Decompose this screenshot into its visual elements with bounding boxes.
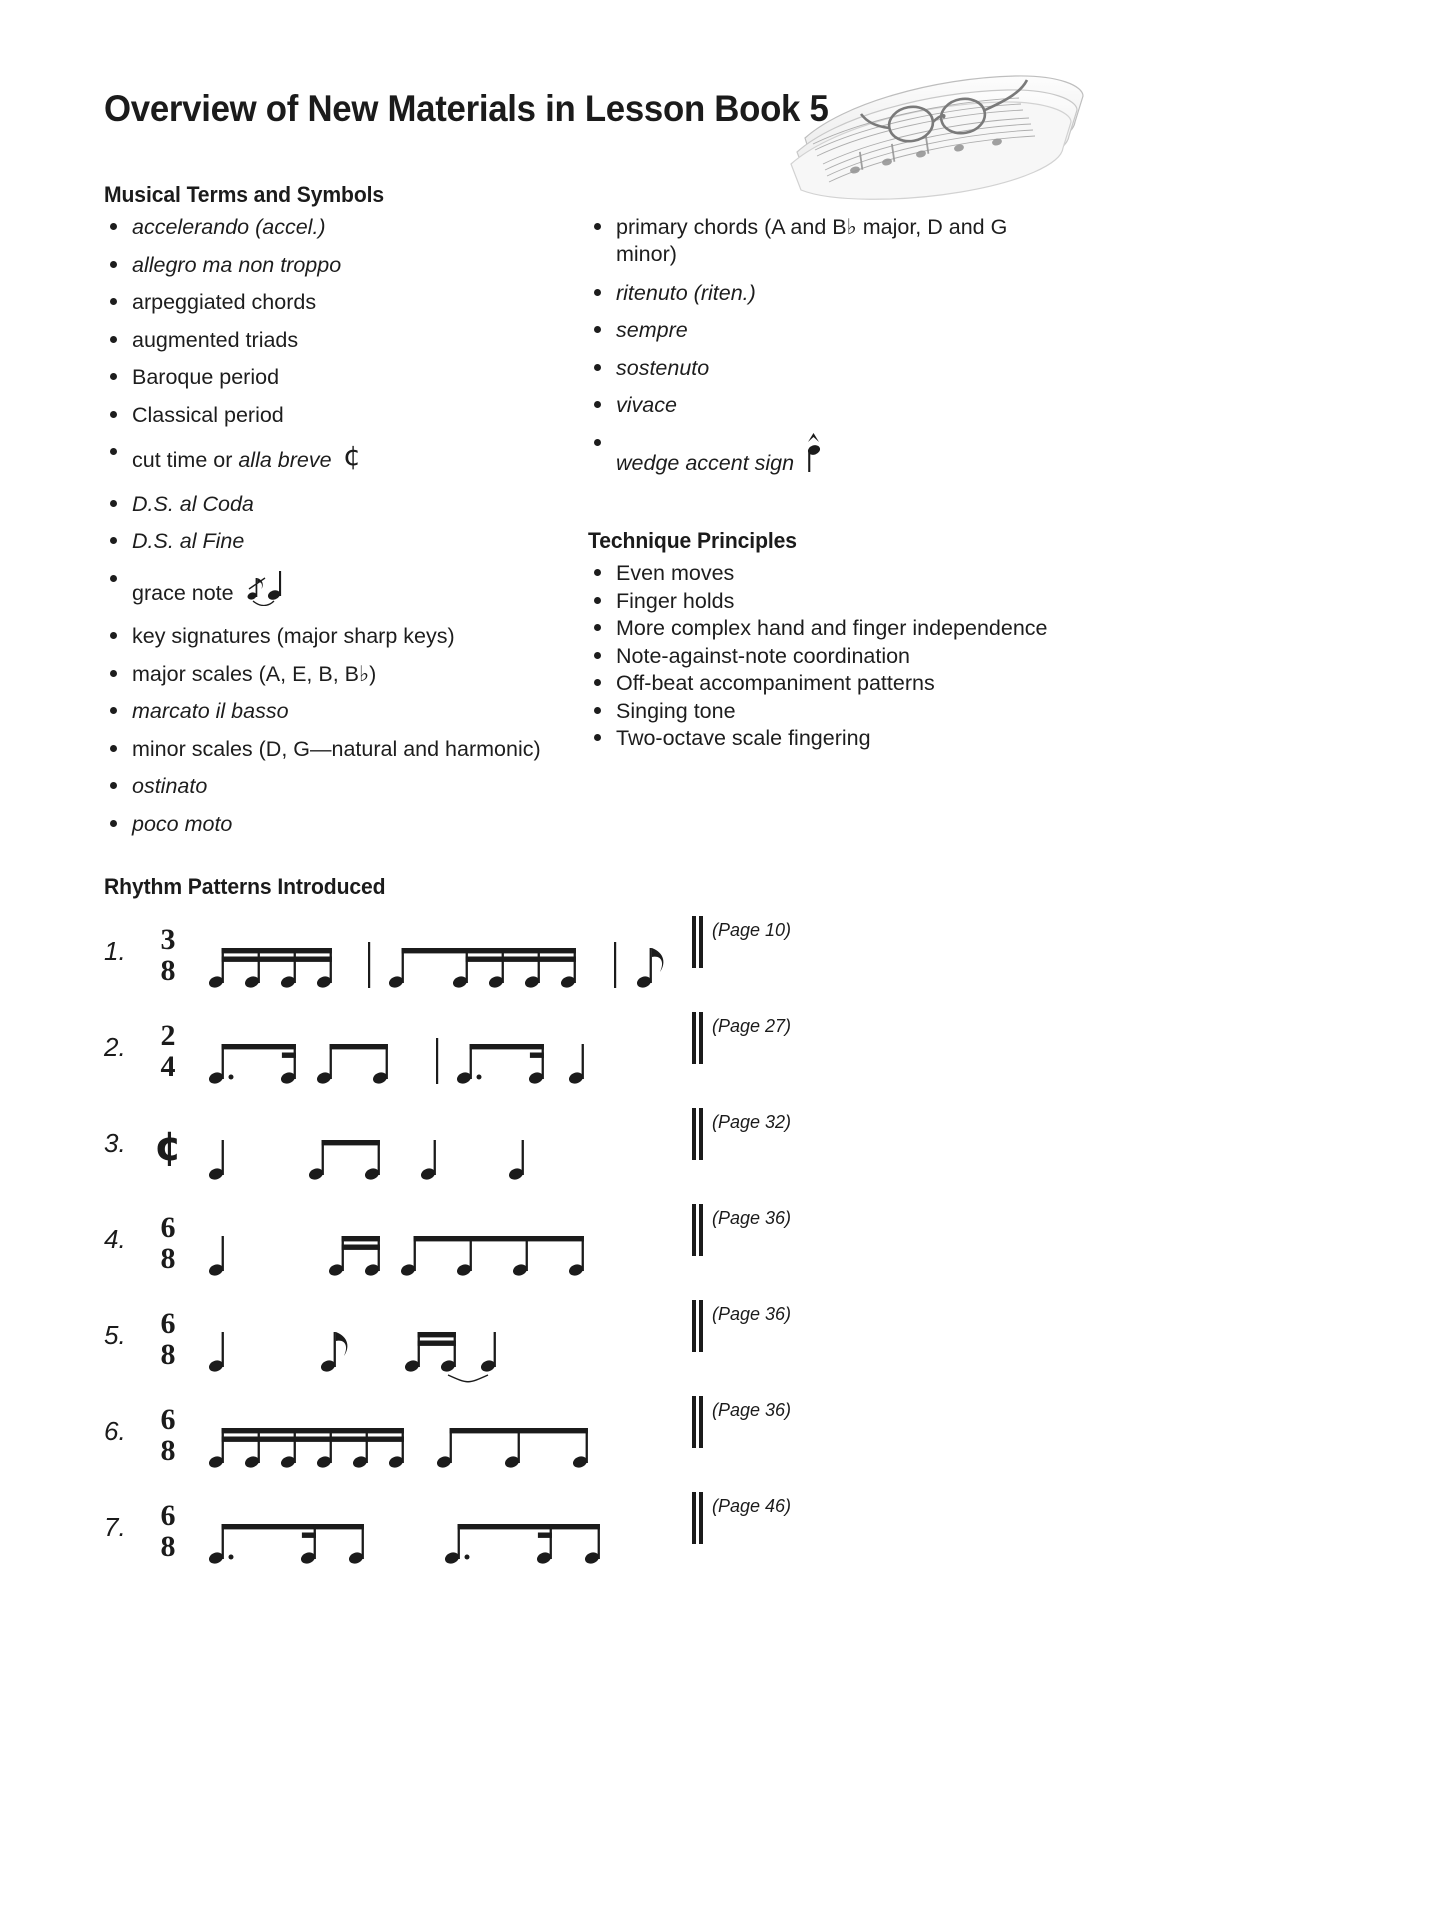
- time-signature-denominator: 8: [160, 1530, 176, 1563]
- musical-term-item: [104, 364, 574, 390]
- musical-term-label: D.S. al Coda: [132, 491, 254, 516]
- technique-principle-label: More complex hand and finger independence: [616, 616, 1048, 640]
- time-signature-numerator: 6: [160, 1211, 176, 1244]
- rhythm-pattern-row: [104, 1102, 1334, 1198]
- bullet-icon: [110, 336, 117, 343]
- bullet-icon: [110, 782, 117, 789]
- time-signature-denominator: 8: [160, 1338, 176, 1371]
- time-signature: [148, 1404, 188, 1466]
- musical-term-item: [104, 252, 574, 278]
- musical-term-item: [104, 289, 574, 315]
- musical-term-item: [588, 430, 1038, 482]
- musical-term-item: [104, 736, 574, 762]
- bullet-icon: [594, 597, 601, 604]
- musical-term-label: sempre: [616, 318, 688, 342]
- musical-term-item: [588, 280, 1038, 306]
- technique-principle-label: Even moves: [616, 561, 735, 585]
- bullet-icon: [110, 575, 117, 582]
- bullet-icon: [110, 707, 117, 714]
- bullet-icon: [594, 624, 601, 631]
- musical-term-item: [104, 402, 574, 428]
- time-signature: ¢: [154, 1124, 182, 1170]
- technique-principle-label: Off-beat accompaniment patterns: [616, 671, 935, 695]
- musical-term-label: sostenuto: [616, 355, 710, 380]
- musical-term-item: [104, 698, 574, 724]
- musical-term-item: [104, 327, 574, 353]
- rhythm-pattern-number: 3.: [104, 1128, 126, 1158]
- sheet-music-and-glasses-illustration: [783, 52, 1093, 212]
- bullet-icon: [110, 820, 117, 827]
- final-barline: [692, 1300, 704, 1352]
- musical-term-item: [104, 214, 574, 240]
- musical-term-label: arpeggiated chords: [132, 290, 317, 314]
- time-signature: [148, 1020, 188, 1082]
- musical-term-label: major scales (A, E, B, B♭): [132, 661, 377, 686]
- bullet-icon: [110, 670, 117, 677]
- musical-term-label: augmented triads: [132, 327, 299, 352]
- musical-term-item: [104, 566, 574, 612]
- musical-term-label: allegro ma non troppo: [132, 252, 342, 277]
- musical-term-label: accelerando (accel.): [132, 215, 326, 239]
- bullet-icon: [594, 679, 601, 686]
- bullet-icon: [110, 298, 117, 305]
- musical-term-label: primary chords (A and B♭ major, D and G minor): [616, 215, 1008, 266]
- musical-term-label: Classical period: [132, 402, 284, 427]
- musical-term-item: [104, 491, 574, 517]
- page-reference-label: (Page 10): [712, 920, 792, 940]
- bullet-icon: [110, 411, 117, 418]
- bullet-icon: [594, 364, 601, 371]
- final-barline: [692, 1396, 704, 1448]
- technique-principle-item: [588, 560, 1088, 586]
- musical-term-item: [588, 317, 1038, 343]
- bullet-icon: [594, 569, 601, 576]
- time-signature: [148, 1308, 188, 1370]
- bullet-icon: [110, 261, 117, 268]
- musical-term-label: ostinato: [132, 774, 208, 798]
- technique-principle-item: [588, 725, 1088, 751]
- time-signature-denominator: 8: [160, 1242, 176, 1275]
- time-signature-denominator: 8: [160, 954, 176, 987]
- bullet-icon: [110, 223, 117, 230]
- time-signature: [148, 1500, 188, 1562]
- musical-term-label: grace note: [132, 580, 234, 605]
- musical-term-label: wedge accent sign: [616, 450, 795, 475]
- rhythm-pattern-number: 4.: [104, 1224, 126, 1254]
- musical-term-label: poco moto: [132, 811, 233, 836]
- time-signature-denominator: 4: [160, 1050, 176, 1083]
- bullet-icon: [594, 652, 601, 659]
- technique-principle-label: Note-against-note coordination: [616, 643, 911, 668]
- page-reference-label: (Page 36): [712, 1400, 792, 1420]
- musical-term-item: [104, 439, 574, 479]
- technique-principle-label: Two-octave scale fingering: [616, 726, 871, 750]
- rhythm-patterns-table: [104, 910, 1334, 1582]
- musical-term-label: Baroque period: [132, 365, 280, 389]
- cut-time-icon: [341, 439, 363, 479]
- section-heading-musical-terms: Musical Terms and Symbols: [104, 182, 385, 207]
- technique-principle-item: [588, 615, 1088, 641]
- bullet-icon: [594, 223, 601, 230]
- musical-term-item: [104, 811, 574, 837]
- rhythm-pattern-row: [104, 910, 1334, 1006]
- rhythm-pattern-number: 5.: [104, 1320, 126, 1350]
- final-barline: [692, 1012, 704, 1064]
- technique-principle-item: [588, 588, 1088, 614]
- musical-term-label: cut time or alla breve: [132, 448, 332, 472]
- final-barline: [692, 916, 704, 968]
- bullet-icon: [110, 745, 117, 752]
- time-signature-denominator: 8: [160, 1434, 176, 1467]
- musical-term-item: [104, 528, 574, 554]
- time-signature: [148, 924, 188, 986]
- time-signature-numerator: 3: [160, 923, 176, 956]
- technique-principle-label: Finger holds: [616, 588, 735, 613]
- section-heading-rhythm-patterns: Rhythm Patterns Introduced: [104, 874, 386, 899]
- technique-principles-list: [588, 560, 1088, 753]
- musical-term-item: [104, 661, 574, 687]
- section-heading-technique-principles: Technique Principles: [588, 528, 797, 553]
- grace-note-icon: [243, 566, 287, 612]
- page-reference-label: (Page 46): [712, 1496, 792, 1516]
- time-signature-numerator: 6: [160, 1499, 176, 1532]
- musical-term-item: [104, 773, 574, 799]
- musical-term-item: [588, 355, 1038, 381]
- rhythm-pattern-number: 2.: [104, 1032, 126, 1062]
- rhythm-pattern-row: [104, 1486, 1334, 1582]
- svg-text:¢: ¢: [342, 439, 361, 472]
- technique-principle-item: [588, 698, 1088, 724]
- musical-term-label: minor scales (D, G—natural and harmonic): [132, 736, 541, 761]
- page-reference-label: (Page 36): [712, 1208, 792, 1228]
- page-title: Overview of New Materials in Lesson Book 5: [104, 88, 829, 129]
- musical-term-label: key signatures (major sharp keys): [132, 624, 455, 648]
- musical-term-item: [588, 214, 1016, 268]
- bullet-icon: [594, 734, 601, 741]
- bullet-icon: [594, 401, 601, 408]
- musical-term-label: ritenuto (riten.): [616, 280, 756, 305]
- technique-principle-item: [588, 643, 1088, 669]
- page-reference-label: (Page 27): [712, 1016, 792, 1036]
- bullet-icon: [110, 373, 117, 380]
- final-barline: [692, 1492, 704, 1544]
- rhythm-pattern-row: [104, 1006, 1334, 1102]
- rhythm-pattern-row: [104, 1390, 1334, 1486]
- bullet-icon: [594, 439, 601, 446]
- bullet-icon: [594, 326, 601, 333]
- musical-term-label: vivace: [616, 393, 677, 417]
- rhythm-pattern-number: 7.: [104, 1512, 126, 1542]
- bullet-icon: [594, 289, 601, 296]
- musical-term-label: marcato il basso: [132, 699, 289, 723]
- bullet-icon: [594, 707, 601, 714]
- page-reference-label: (Page 36): [712, 1304, 792, 1324]
- bullet-icon: [110, 500, 117, 507]
- technique-principle-item: [588, 670, 1088, 696]
- bullet-icon: [110, 632, 117, 639]
- wedge-accent-icon: [803, 430, 825, 482]
- technique-principle-label: Singing tone: [616, 698, 736, 723]
- rhythm-pattern-number: 6.: [104, 1416, 126, 1446]
- rhythm-pattern-row: [104, 1198, 1334, 1294]
- final-barline: [692, 1204, 704, 1256]
- rhythm-pattern-number: 1.: [104, 936, 126, 966]
- bullet-icon: [110, 448, 117, 455]
- musical-terms-list-right: [588, 214, 1038, 493]
- time-signature-numerator: 6: [160, 1307, 176, 1340]
- musical-terms-list-left: [104, 214, 574, 848]
- bullet-icon: [110, 537, 117, 544]
- musical-term-label: D.S. al Fine: [132, 529, 245, 553]
- musical-term-item: [104, 623, 574, 649]
- time-signature-numerator: 2: [160, 1019, 176, 1052]
- time-signature: [148, 1212, 188, 1274]
- final-barline: [692, 1108, 704, 1160]
- rhythm-pattern-row: [104, 1294, 1334, 1390]
- musical-term-item: [588, 392, 1038, 418]
- time-signature-numerator: 6: [160, 1403, 176, 1436]
- page-reference-label: (Page 32): [712, 1112, 792, 1132]
